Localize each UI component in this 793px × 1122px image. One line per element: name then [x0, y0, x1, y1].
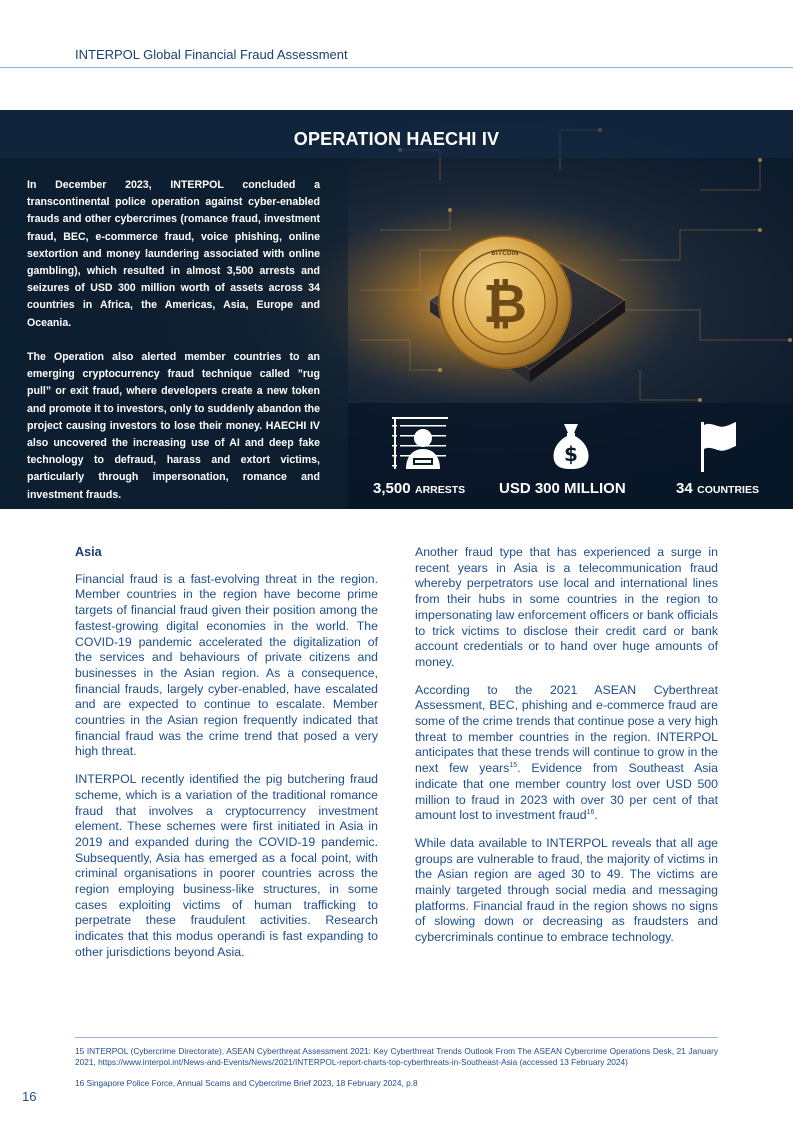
flag-icon [700, 422, 738, 472]
page-number: 16 [22, 1089, 37, 1104]
banner-paragraph: In December 2023, INTERPOL concluded a transcontinental police operation against cyber-enabled frauds and other cybercrimes (romance fraud, investment fraud, BEC, e-commerce fraud, voice phishing, online sextortion and money laundering associated with online gambling), which resulted in almost 3,500 arrests and seizures of USD 300 million worth of assets across 34 countries in Africa, the Americas, Asia, Europe and Oceania. [27, 179, 320, 329]
header-divider [0, 67, 793, 68]
right-column [415, 545, 718, 958]
svg-text:₿: ₿ [482, 272, 528, 335]
money-bag-icon [552, 422, 590, 470]
body-paragraph: Another fraud type that has experienced a surge in recent years in Asia is a telecommunication fraud whereby perpetrators use local and international lines from their hubs in some countries in the region to impersonating law enforcement officers or bank officials to trick victims to disclose their credit card or bank account credentials or to hand over huge amounts of money. [415, 545, 718, 669]
stat-value: USD 300 MILLION [499, 480, 626, 497]
banner-title: OPERATION HAECHI IV [293, 129, 500, 149]
footnote-divider [75, 1037, 718, 1038]
stat-arrests [373, 480, 465, 498]
stat-countries [676, 480, 759, 498]
left-column [75, 545, 378, 973]
operation-banner [0, 110, 793, 509]
section-heading: Asia [75, 545, 102, 559]
prisoner-icon [392, 415, 448, 471]
banner-description [27, 177, 320, 509]
footnote: 15 INTERPOL (Cybercrime Directorate), ASEAN Cyberthreat Assessment 2021: Key Cyberthreat Trends Outlook From The ASEAN Cybercrime Operations Desk, 21 January 2021, https://www.interpol.int/News-and-Events/News/2021/INTERPOL-report-charts-top-cyberthreats-in-Southeast-Asia (accessed 13 February 2024) [75, 1046, 718, 1067]
footnotes [75, 1046, 718, 1099]
running-header: INTERPOL Global Financial Fraud Assessment [75, 47, 348, 62]
stat-unit: ARRESTS [415, 484, 466, 496]
body-paragraph: According to the 2021 ASEAN Cyberthreat Assessment, BEC, phishing and e-commerce fraud are some of the crime trends that continue pose a very high threat to member countries in the region. INTERPOL anticipates that these trends will continue to grow in the next few years$^{15}$. Evidence from Southeast Asia indicate that one member country lost over USD 500 million to fraud in 2023 with over 30 per cent of that amount lost to investment fraud$^{16}$. [415, 682, 718, 823]
body-paragraph: INTERPOL recently identified the pig butchering fraud scheme, which is a variation of the traditional romance fraud that involves a cryptocurrency investment element. These schemes were first initiated in Asia in 2019 and expanded during the COVID-19 pandemic. Subsequently, Asia has emerged as a focal point, with criminal organisations in poorer countries across the region employing business-like structures, in some cases exploiting victims of human trafficking to perpetrate these fraudulent activities. Research indicates that this modus operandi is fast expanding to other jurisdictions beyond Asia. [75, 772, 378, 959]
footnote-ref[interactable]: 16 [586, 809, 595, 817]
stat-value: 34 [676, 480, 693, 497]
stat-value: 3,500 [373, 480, 411, 497]
svg-text:$: $ [564, 442, 578, 466]
body-paragraph: Financial fraud is a fast-evolving threat in the region. Member countries in the region have become prime targets of financial fraud given their position among the fastest-growing digital economies in the world. The COVID-19 pandemic accelerated the digitalization of the services and behaviours of private citizens and businesses in the Asian region. As a consequence, financial frauds, largely cyber-enabled, have escalated and are expected to continue to escalate. Member countries in the Asian region frequently indicated that financial fraud was the crime trend that posed a very high threat. [75, 571, 378, 759]
banner-paragraph: The Operation also alerted member countries to an emerging cryptocurrency fraud technique called ”rug pull” or exit fraud, where developers create a new token and promote it to investors, only to suddenly abandon the project causing investors to lose their money. HAECHI IV also uncovered the increasing use of AI and deep fake technology to defraud, harass and extort victims, particularly through impersonation, romance and investment frauds. [27, 351, 320, 501]
stat-unit: COUNTRIES [697, 484, 759, 496]
body-paragraph: While data available to INTERPOL reveals that all age groups are vulnerable to fraud, the majority of victims in the Asian region are aged 30 to 49. The victims are mainly targeted through social media and messaging platforms. Financial fraud in the region shows no signs of slowing down or decreasing as fraudsters and cybercriminals continue to embrace technology. [415, 835, 718, 945]
footnote-ref[interactable]: 15 [509, 762, 518, 770]
coin-inscription: BITCOIN [491, 250, 519, 257]
footnote: 16 Singapore Police Force, Annual Scams and Cybercrime Brief 2023, 18 February 2024, p.8 [75, 1078, 418, 1088]
stat-assets [499, 480, 626, 498]
